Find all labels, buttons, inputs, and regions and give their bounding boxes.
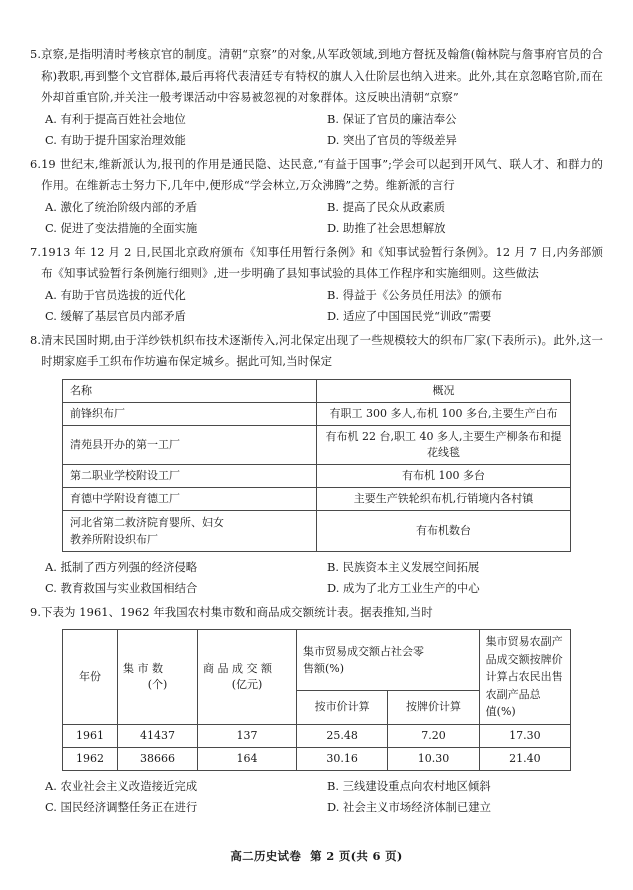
question-8-text: 清末民国时期,由于洋纱铁机织布技术逐渐传入,河北保定出现了一些规模较大的织布厂家(下表所示)。此外,这一时期家庭手工织布作坊遍布保定城乡。据此可知,当时保定: [41, 332, 603, 368]
market-header-year: 年份: [63, 630, 118, 725]
question-9-option-b[interactable]: B. 三线建设重点向农村地区倾斜: [327, 778, 491, 793]
market-header-farm-line-3: 值(%): [485, 705, 516, 718]
market-header-retail-line-1: 集市贸易成交额占社会零: [303, 644, 424, 658]
question-6-option-d[interactable]: D. 助推了社会思想解放: [327, 221, 446, 235]
question-8-options: [30, 557, 603, 600]
factory-desc: 有布机 22 台,职工 40 多人,主要生产柳条布和提花线毯: [317, 425, 571, 464]
market-header-retail-line-2: 售额(%): [303, 662, 345, 676]
question-6-option-c[interactable]: C. 促进了变法措施的全面实施: [45, 221, 198, 235]
question-5: [30, 44, 603, 152]
question-6-options: [30, 197, 603, 240]
question-7: [30, 242, 603, 328]
question-9-option-row-2: [30, 797, 603, 819]
question-5-option-row-2: [30, 130, 603, 152]
question-6-number: 6.: [30, 156, 42, 171]
table-header-row: [63, 379, 571, 402]
market-header-farm-line-1: 集市贸易农副产品成交额按牌价: [485, 635, 563, 666]
factory-name: [63, 510, 317, 551]
market-farm-share: 17.30: [479, 724, 570, 747]
market-amount: 137: [198, 724, 297, 747]
market-list-price-share: 7.20: [388, 724, 479, 747]
question-5-option-a[interactable]: A. 有利于提高百姓社会地位: [45, 111, 186, 126]
factories-header-desc: 概况: [317, 379, 571, 402]
factories-table: [62, 379, 571, 552]
factory-name: 第二职业学校附设工厂: [63, 464, 317, 487]
market-amount: 164: [198, 747, 297, 770]
market-header-amount: [198, 630, 297, 725]
question-6-stem: [30, 154, 603, 197]
factory-name-line-1: 河北省第二救济院育婴所、妇女: [70, 515, 224, 529]
market-table-wrapper: [62, 629, 603, 771]
market-header-count-line-2: (个): [147, 677, 168, 691]
question-8-option-a[interactable]: A. 抵制了西方列强的经济侵略: [45, 559, 198, 574]
factory-name: 清苑县开办的第一工厂: [63, 425, 317, 464]
question-6-option-row-2: [30, 218, 603, 240]
table-row: [63, 487, 571, 510]
question-6-option-a[interactable]: A. 激化了统治阶级内部的矛盾: [45, 199, 198, 214]
question-8-stem: [30, 330, 603, 373]
factory-desc: 主要生产铁轮织布机,行销境内各村镇: [317, 487, 571, 510]
question-9-text: 下表为 1961、1962 年我国农村集市数和商品成交额统计表。据表推知,当时: [41, 604, 433, 619]
question-8-option-row-2: [30, 578, 603, 600]
question-5-option-c[interactable]: C. 有助于提升国家治理效能: [45, 133, 186, 147]
table-row: [63, 402, 571, 425]
question-6-option-b[interactable]: B. 提高了民众从政素质: [327, 199, 446, 214]
market-header-retail-share: [297, 630, 480, 691]
question-6-option-row-1: [30, 197, 603, 219]
market-count: 41437: [118, 724, 198, 747]
question-8-option-c[interactable]: C. 教育救国与实业救国相结合: [45, 581, 198, 595]
market-header-farm-share: [479, 630, 570, 725]
question-9-option-row-1: [30, 776, 603, 798]
market-header-farm-line-2: 计算占农民出售农副产品总: [485, 670, 563, 701]
factory-desc: 有布机 100 多台: [317, 464, 571, 487]
question-9: [30, 602, 603, 819]
market-year: 1961: [63, 724, 118, 747]
question-5-option-d[interactable]: D. 突出了官员的等级差异: [327, 133, 457, 147]
market-price-share: 30.16: [297, 747, 388, 770]
table-row: [63, 724, 571, 747]
question-5-options: [30, 109, 603, 152]
factories-header-name: 名称: [63, 379, 317, 402]
question-6: [30, 154, 603, 240]
page-footer: [0, 848, 633, 864]
question-9-option-c[interactable]: C. 国民经济调整任务正在进行: [45, 800, 198, 814]
question-7-stem: [30, 242, 603, 285]
table-row: [63, 747, 571, 770]
question-7-option-d[interactable]: D. 适应了中国国民党“训政”需要: [327, 309, 492, 323]
market-header-count-line-1: 集 市 数: [123, 661, 163, 675]
factory-name: 前锋织布厂: [63, 402, 317, 425]
footer-exam-title: 高二历史试卷: [230, 849, 302, 863]
table-row: [63, 464, 571, 487]
factory-desc: 有布机数台: [317, 510, 571, 551]
question-5-text: 京察,是指明清时考核京官的制度。清朝“京察”的对象,从军政领域,到地方督抚及翰詹(翰林院与詹事府官员的合称)教职,再到整个文官群体,最后再将代表清廷专有特权的旗人入仕阶层也纳入进来。此外,其在京忽略官阶,而在外却首重官阶,并关注一般考课活动中容易被忽视的对象群体。这反映出清朝“京察”: [41, 47, 603, 104]
question-8-number: 8.: [30, 332, 42, 347]
question-9-option-a[interactable]: A. 农业社会主义改造接近完成: [45, 778, 198, 793]
question-9-options: [30, 776, 603, 819]
question-7-number: 7.: [30, 244, 42, 259]
market-list-price-share: 10.30: [388, 747, 479, 770]
market-farm-share: 21.40: [479, 747, 570, 770]
question-7-text: 1913 年 12 月 2 日,民国北京政府颁布《知事任用暂行条例》和《知事试验暂行条例》。12 月 7 日,内务部颁布《知事试验暂行条例施行细则》,进一步明确了县知事试验的具体工作程序和实施细则。这些做法: [41, 244, 603, 280]
question-7-option-a[interactable]: A. 有助于官员选拔的近代化: [45, 287, 186, 302]
question-9-stem: [30, 602, 603, 624]
question-7-options: [30, 285, 603, 328]
question-8-option-row-1: [30, 557, 603, 579]
factory-desc: 有职工 300 多人,布机 100 多台,主要生产白布: [317, 402, 571, 425]
question-8-option-d[interactable]: D. 成为了北方工业生产的中心: [327, 581, 480, 595]
table-header-row-1: [63, 630, 571, 691]
question-9-number: 9.: [30, 604, 42, 619]
table-row: [63, 510, 571, 551]
market-count: 38666: [118, 747, 198, 770]
market-year: 1962: [63, 747, 118, 770]
table-row: [63, 425, 571, 464]
question-8-option-b[interactable]: B. 民族资本主义发展空间拓展: [327, 559, 480, 574]
question-7-option-c[interactable]: C. 缓解了基层官员内部矛盾: [45, 309, 186, 323]
question-5-option-row-1: [30, 109, 603, 131]
question-8: [30, 330, 603, 600]
market-header-amount-line-2: (亿元): [231, 677, 263, 691]
question-5-option-b[interactable]: B. 保证了官员的廉洁奉公: [327, 111, 457, 126]
factories-table-wrapper: [62, 379, 603, 552]
question-7-option-b[interactable]: B. 得益于《公务员任用法》的颁布: [327, 287, 503, 302]
question-7-option-row-1: [30, 285, 603, 307]
exam-content: [30, 44, 603, 821]
question-9-option-d[interactable]: D. 社会主义市场经济体制已建立: [327, 800, 492, 814]
question-5-number: 5.: [30, 47, 42, 61]
market-header-sub-list-price: 按牌价计算: [388, 691, 479, 724]
market-statistics-table: [62, 629, 571, 771]
factory-name: 育德中学附设育德工厂: [63, 487, 317, 510]
market-header-sub-market-price: 按市价计算: [297, 691, 388, 724]
market-header-amount-line-1: 商 品 成 交 额: [203, 661, 272, 675]
question-5-stem: [30, 44, 603, 109]
factory-name-line-2: 教养所附设织布厂: [70, 532, 158, 546]
market-price-share: 25.48: [297, 724, 388, 747]
question-7-option-row-2: [30, 306, 603, 328]
market-header-count: [118, 630, 198, 725]
question-6-text: 19 世纪末,维新派认为,报刊的作用是通民隐、达民意,“有益于国事”;学会可以起到开风气、联人才、和群力的作用。在维新志士努力下,几年中,便形成“学会林立,万众沸腾”之势。维新派的言行: [41, 156, 603, 192]
footer-page-number: 第 2 页(共 6 页): [310, 849, 403, 863]
